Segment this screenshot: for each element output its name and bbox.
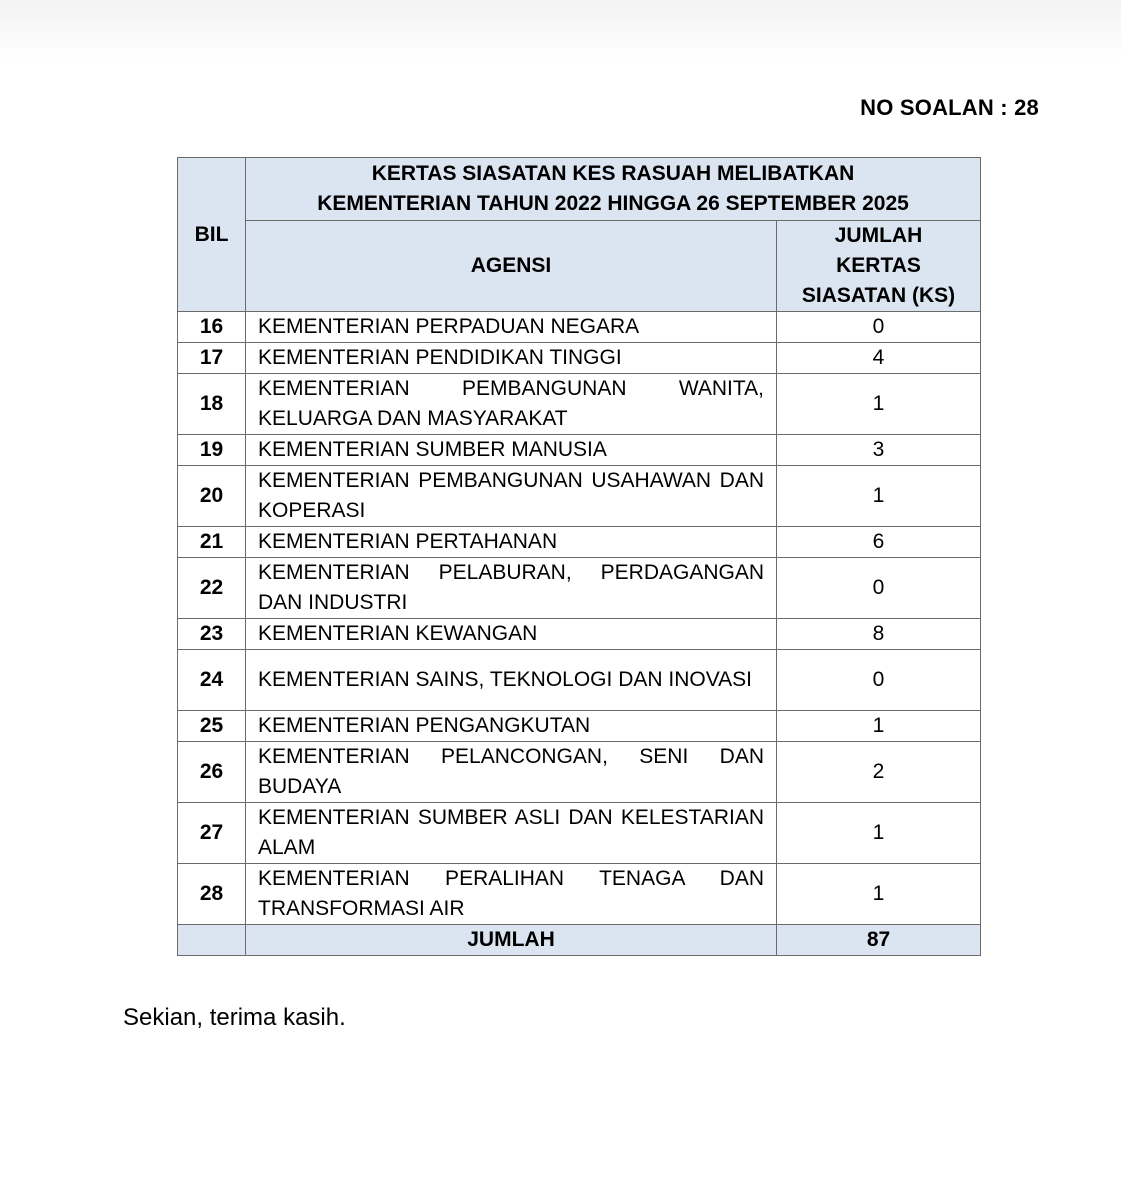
row-count: 8 bbox=[777, 619, 981, 650]
row-bil: 20 bbox=[178, 466, 246, 527]
row-count: 4 bbox=[777, 343, 981, 374]
row-bil: 22 bbox=[178, 558, 246, 619]
table-row bbox=[178, 742, 981, 803]
row-count: 0 bbox=[777, 650, 981, 711]
table-row bbox=[178, 864, 981, 925]
row-agency: KEMENTERIAN PERPADUAN NEGARA bbox=[246, 312, 777, 343]
total-label: JUMLAH bbox=[246, 925, 777, 956]
row-agency: KEMENTERIAN SUMBER ASLI DAN KELESTARIAN ALAM bbox=[246, 803, 777, 864]
row-bil: 27 bbox=[178, 803, 246, 864]
column-header-count-line-2: KERTAS bbox=[836, 254, 921, 277]
row-count: 1 bbox=[777, 374, 981, 435]
table-row bbox=[178, 312, 981, 343]
row-bil: 17 bbox=[178, 343, 246, 374]
closing-remark: Sekian, terima kasih. bbox=[123, 1004, 346, 1031]
investigation-papers-table bbox=[177, 157, 981, 956]
table-row bbox=[178, 343, 981, 374]
table-row bbox=[178, 374, 981, 435]
table-title-line-2: KEMENTERIAN TAHUN 2022 HINGGA 26 SEPTEMBER 2025 bbox=[317, 192, 909, 215]
table-title bbox=[246, 158, 981, 221]
row-count: 3 bbox=[777, 435, 981, 466]
row-bil: 19 bbox=[178, 435, 246, 466]
row-bil: 23 bbox=[178, 619, 246, 650]
row-agency: KEMENTERIAN PENGANGKUTAN bbox=[246, 711, 777, 742]
row-agency: KEMENTERIAN PENDIDIKAN TINGGI bbox=[246, 343, 777, 374]
row-count: 1 bbox=[777, 864, 981, 925]
row-agency: KEMENTERIAN PERTAHANAN bbox=[246, 527, 777, 558]
row-agency: KEMENTERIAN PEMBANGUNAN USAHAWAN DAN KOPERASI bbox=[246, 466, 777, 527]
table-row bbox=[178, 527, 981, 558]
row-count: 0 bbox=[777, 558, 981, 619]
row-agency: KEMENTERIAN SAINS, TEKNOLOGI DAN INOVASI bbox=[246, 650, 777, 711]
table-row bbox=[178, 435, 981, 466]
column-header-count-line-3: SIASATAN (KS) bbox=[801, 284, 956, 307]
row-agency: KEMENTERIAN PERALIHAN TENAGA DAN TRANSFORMASI AIR bbox=[246, 864, 777, 925]
row-bil: 16 bbox=[178, 312, 246, 343]
row-count: 0 bbox=[777, 312, 981, 343]
table-row bbox=[178, 466, 981, 527]
column-header-count-line-1: JUMLAH bbox=[834, 224, 923, 247]
question-number: NO SOALAN : 28 bbox=[860, 95, 1039, 120]
total-row-bil bbox=[178, 925, 246, 956]
row-bil: 24 bbox=[178, 650, 246, 711]
table-row bbox=[178, 619, 981, 650]
column-header-bil: BIL bbox=[178, 158, 246, 312]
row-agency: KEMENTERIAN PEMBANGUNAN WANITA, KELUARGA DAN MASYARAKAT bbox=[246, 374, 777, 435]
table-row bbox=[178, 558, 981, 619]
row-agency: KEMENTERIAN PELABURAN, PERDAGANGAN DAN INDUSTRI bbox=[246, 558, 777, 619]
row-count: 1 bbox=[777, 466, 981, 527]
table-row bbox=[178, 803, 981, 864]
table-title-line-1: KERTAS SIASATAN KES RASUAH MELIBATKAN bbox=[371, 162, 855, 185]
row-count: 6 bbox=[777, 527, 981, 558]
row-agency: KEMENTERIAN KEWANGAN bbox=[246, 619, 777, 650]
row-agency: KEMENTERIAN PELANCONGAN, SENI DAN BUDAYA bbox=[246, 742, 777, 803]
row-bil: 28 bbox=[178, 864, 246, 925]
row-count: 1 bbox=[777, 711, 981, 742]
row-bil: 26 bbox=[178, 742, 246, 803]
total-row bbox=[178, 925, 981, 956]
page-top-shadow bbox=[0, 0, 1121, 60]
row-count: 1 bbox=[777, 803, 981, 864]
table-row bbox=[178, 711, 981, 742]
row-bil: 25 bbox=[178, 711, 246, 742]
total-value: 87 bbox=[777, 925, 981, 956]
column-header-agency: AGENSI bbox=[246, 221, 777, 312]
row-count: 2 bbox=[777, 742, 981, 803]
column-header-count bbox=[777, 221, 981, 312]
table-row bbox=[178, 650, 981, 711]
row-bil: 21 bbox=[178, 527, 246, 558]
row-bil: 18 bbox=[178, 374, 246, 435]
row-agency: KEMENTERIAN SUMBER MANUSIA bbox=[246, 435, 777, 466]
